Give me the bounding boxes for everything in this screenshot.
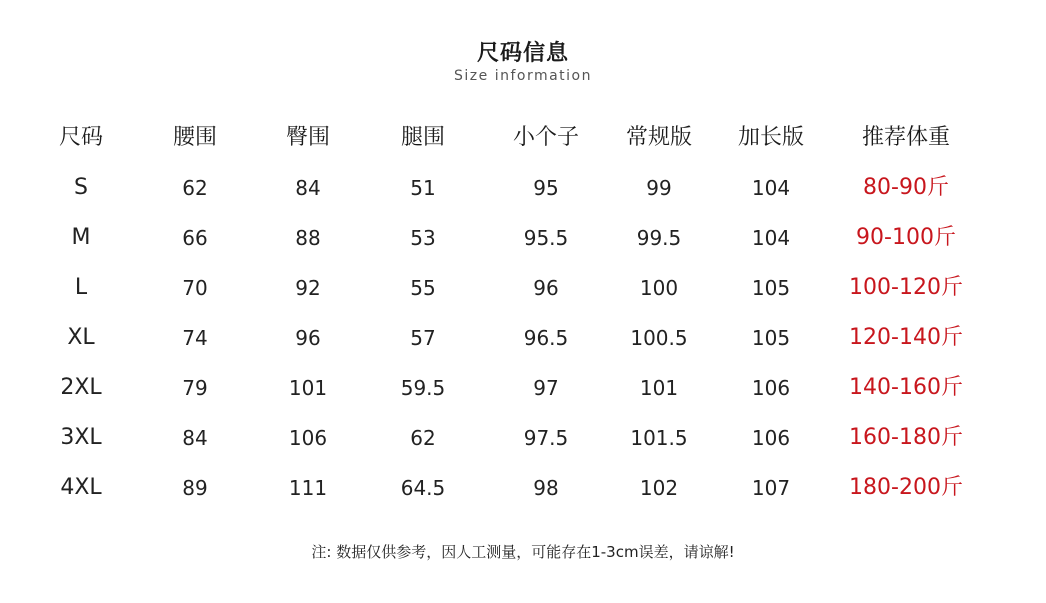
hip-cell: 106 <box>288 426 328 450</box>
weight-cell: 140-160斤 <box>849 375 963 400</box>
table-header-row <box>0 118 1046 158</box>
hip-cell: 96 <box>295 326 321 350</box>
size-cell: 2XL <box>60 375 102 400</box>
long-cell: 107 <box>751 476 791 500</box>
thigh-cell: 51 <box>410 176 436 200</box>
header-petite: 小个子 <box>512 125 579 150</box>
waist-cell: 79 <box>182 376 208 400</box>
weight-cell: 90-100斤 <box>856 225 956 250</box>
regular-cell: 99 <box>646 176 672 200</box>
weight-cell: 120-140斤 <box>849 325 963 350</box>
thigh-cell: 55 <box>410 276 436 300</box>
hip-cell: 84 <box>295 176 321 200</box>
header-hip: 臀围 <box>285 125 330 150</box>
petite-cell: 95 <box>533 176 559 200</box>
petite-cell: 97 <box>533 376 559 400</box>
page-title: 尺码信息 <box>476 41 569 66</box>
measurement-note: 注: 数据仅供参考，因人工测量，可能存在1-3cm误差，请谅解! <box>311 543 735 561</box>
regular-cell: 101 <box>639 376 679 400</box>
long-cell: 105 <box>751 326 791 350</box>
long-cell: 106 <box>751 376 791 400</box>
waist-cell: 89 <box>182 476 208 500</box>
header-size: 尺码 <box>58 125 103 150</box>
regular-cell: 99.5 <box>636 226 682 250</box>
table-row <box>0 368 1046 408</box>
size-cell: 4XL <box>60 475 102 500</box>
hip-cell: 101 <box>288 376 328 400</box>
size-cell: M <box>71 225 91 250</box>
size-cell: XL <box>67 325 95 350</box>
header-regular: 常规版 <box>625 125 692 150</box>
weight-cell: 80-90斤 <box>863 175 949 200</box>
thigh-cell: 57 <box>410 326 436 350</box>
waist-cell: 70 <box>182 276 208 300</box>
long-cell: 106 <box>751 426 791 450</box>
hip-cell: 111 <box>288 476 328 500</box>
page-subtitle: Size information <box>454 68 592 84</box>
petite-cell: 96.5 <box>523 326 569 350</box>
table-row <box>0 468 1046 508</box>
hip-cell: 88 <box>295 226 321 250</box>
table-row <box>0 268 1046 308</box>
petite-cell: 96 <box>533 276 559 300</box>
regular-cell: 102 <box>639 476 679 500</box>
table-row <box>0 168 1046 208</box>
thigh-cell: 64.5 <box>400 476 446 500</box>
header-waist: 腰围 <box>172 125 217 150</box>
table-row <box>0 218 1046 258</box>
header-recommended-weight: 推荐体重 <box>861 125 950 150</box>
weight-cell: 180-200斤 <box>849 475 963 500</box>
long-cell: 104 <box>751 226 791 250</box>
long-cell: 104 <box>751 176 791 200</box>
waist-cell: 74 <box>182 326 208 350</box>
petite-cell: 97.5 <box>523 426 569 450</box>
thigh-cell: 62 <box>410 426 436 450</box>
waist-cell: 84 <box>182 426 208 450</box>
thigh-cell: 53 <box>410 226 436 250</box>
table-row <box>0 418 1046 458</box>
hip-cell: 92 <box>295 276 321 300</box>
table-row <box>0 318 1046 358</box>
regular-cell: 100 <box>639 276 679 300</box>
regular-cell: 101.5 <box>630 426 688 450</box>
size-cell: S <box>74 175 88 200</box>
petite-cell: 98 <box>533 476 559 500</box>
long-cell: 105 <box>751 276 791 300</box>
weight-cell: 100-120斤 <box>849 275 963 300</box>
thigh-cell: 59.5 <box>400 376 446 400</box>
weight-cell: 160-180斤 <box>849 425 963 450</box>
header-thigh: 腿围 <box>400 125 445 150</box>
header-long: 加长版 <box>737 125 804 150</box>
size-cell: L <box>74 275 88 300</box>
waist-cell: 66 <box>182 226 208 250</box>
size-cell: 3XL <box>60 425 102 450</box>
petite-cell: 95.5 <box>523 226 569 250</box>
waist-cell: 62 <box>182 176 208 200</box>
regular-cell: 100.5 <box>630 326 688 350</box>
